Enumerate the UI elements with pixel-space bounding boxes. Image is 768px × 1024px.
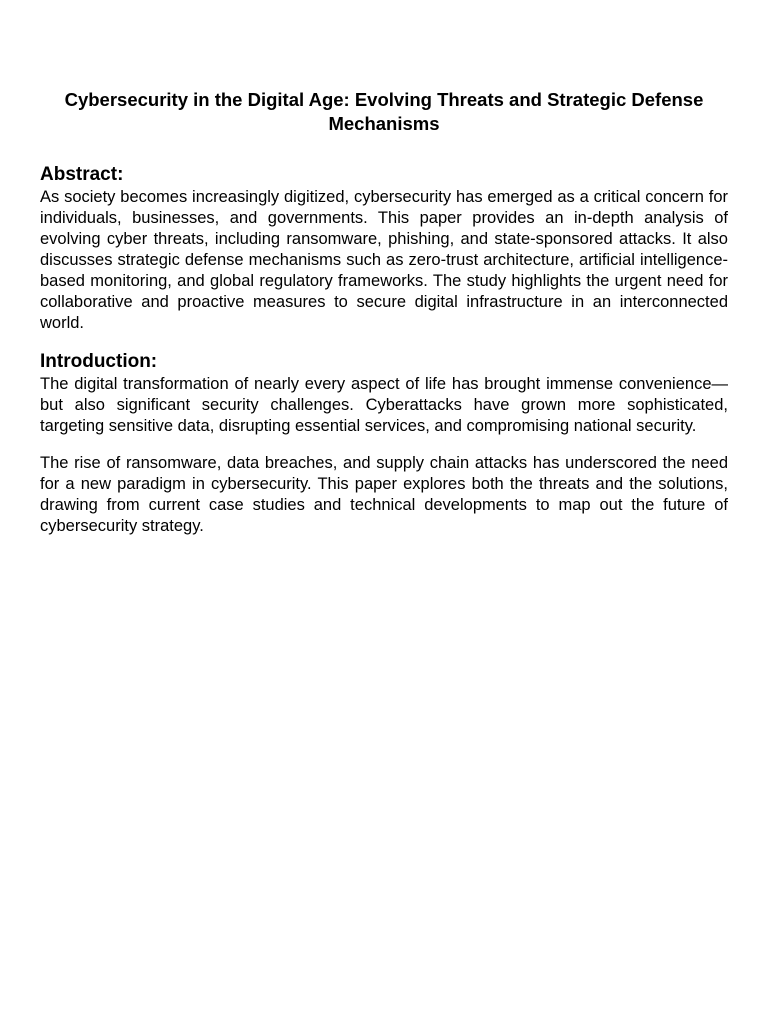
introduction-paragraph-1: The digital transformation of nearly every aspect of life has brought immense convenience—but also significant security challenges. Cyberattacks have grown more sophisticated, targeting sensitive data, disrupting essential services, and compromising national security.: [40, 375, 728, 435]
abstract-text: As society becomes increasingly digitized, cybersecurity has emerged as a critical concern for individuals, businesses, and governments. This paper provides an in-depth analysis of evolving cyber threats, including ransomware, phishing, and state-sponsored attacks. It also discusses strategic defense mechanisms such as zero-trust architecture, artificial intelligence-based monitoring, and global regulatory frameworks. The study highlights the urgent need for collaborative and proactive measures to secure digital infrastructure in an interconnected world.: [40, 188, 728, 332]
document-page: [40, 88, 728, 537]
paper-title: Cybersecurity in the Digital Age: Evolving Threats and Strategic Defense Mechanisms: [64, 89, 704, 134]
introduction-paragraph-2: The rise of ransomware, data breaches, and supply chain attacks has underscored the need for a new paradigm in cybersecurity. This paper explores both the threats and the solutions, drawing from current case studies and technical developments to map out the future of cybersecurity strategy.: [40, 454, 728, 535]
introduction-heading: Introduction:: [40, 351, 158, 372]
abstract-heading: Abstract:: [40, 164, 124, 185]
